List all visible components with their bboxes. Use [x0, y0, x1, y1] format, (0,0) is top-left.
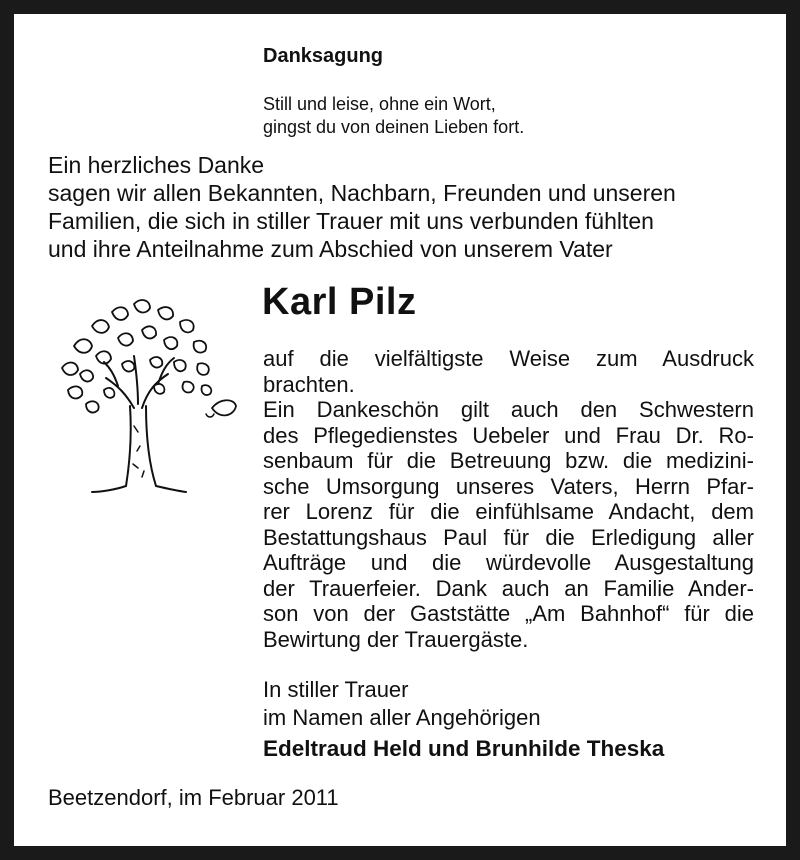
- signers: Edeltraud Held und Brunhilde Theska: [263, 736, 665, 761]
- verse-line: Still und leise, ohne ein Wort,: [263, 94, 496, 114]
- body-line: Ein Dankeschön gilt auch den Schwestern: [263, 397, 754, 422]
- intro-text: [48, 151, 754, 263]
- intro-line: sagen wir allen Bekannten, Nachbarn, Freunden und unseren: [48, 180, 676, 206]
- body-text: [263, 346, 754, 652]
- closing-line: im Namen aller Angehörigen: [263, 705, 541, 730]
- tree-icon: [34, 286, 249, 501]
- closing: [263, 676, 541, 732]
- body-line: Bewirtung der Trauergäste.: [263, 626, 529, 652]
- intro-line: und ihre Anteilnahme zum Abschied von unserem Vater: [48, 236, 613, 262]
- closing-line: In stiller Trauer: [263, 677, 409, 702]
- body-line: rer Lorenz für die einfühlsame Andacht, dem: [263, 499, 754, 524]
- deceased-name: Karl Pilz: [262, 281, 417, 323]
- place-date: Beetzendorf, im Februar 2011: [48, 785, 339, 810]
- verse-line: gingst du von deinen Lieben fort.: [263, 117, 525, 137]
- intro-line: Familien, die sich in stiller Trauer mit uns verbunden fühlten: [48, 208, 654, 234]
- body-line: Bestattungshaus Paul für die Erledigung aller: [263, 524, 754, 550]
- body-line: sche Umsorgung unseres Vaters, Herrn Pfar-: [263, 473, 754, 499]
- body-line: senbaum für die Betreuung bzw. die medizini-: [263, 448, 754, 473]
- body-line: der Trauerfeier. Dank auch an Familie Ander-: [263, 575, 754, 601]
- body-line: Aufträge und die würdevolle Ausgestaltung: [263, 550, 754, 575]
- verse: [263, 93, 524, 139]
- intro-line: Ein herzliches Danke: [48, 152, 265, 178]
- body-line: auf die vielfältigste Weise zum Ausdruck: [263, 346, 754, 371]
- notice-heading: Danksagung: [263, 45, 384, 67]
- body-line: des Pflegedienstes Uebeler und Frau Dr. Ro-: [263, 422, 754, 448]
- body-line: brachten.: [263, 371, 355, 397]
- body-line: son von der Gaststätte „Am Bahnhof“ für die: [263, 601, 754, 626]
